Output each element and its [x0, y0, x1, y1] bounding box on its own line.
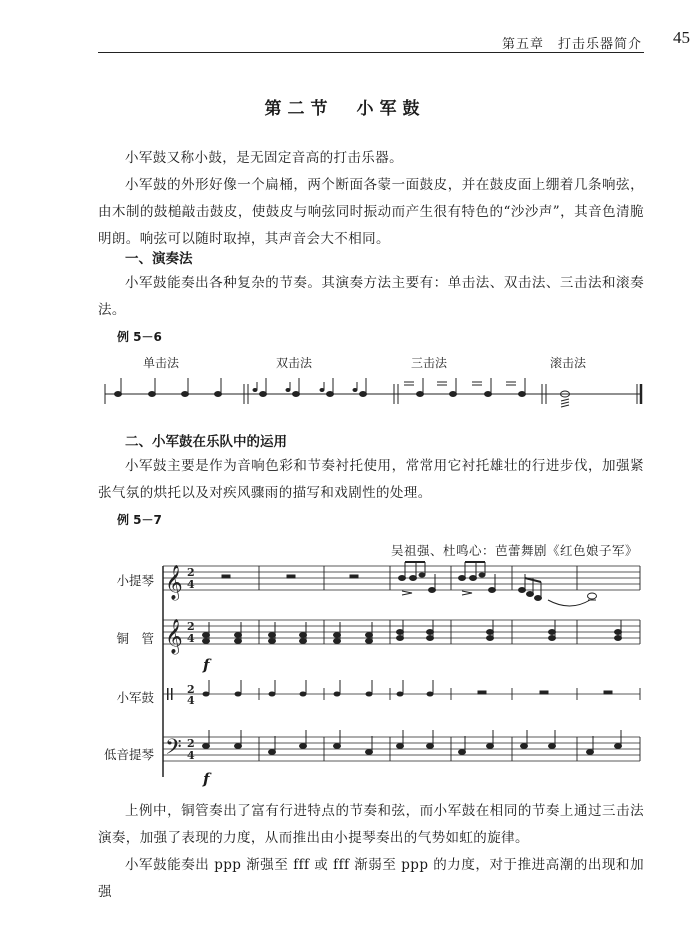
note — [489, 588, 496, 593]
note — [450, 392, 457, 397]
instrument-label-snare: 小军鼓 — [116, 690, 154, 705]
grace-note — [320, 389, 324, 392]
half-rest — [478, 691, 486, 694]
paragraph-2: 小军鼓的外形好像一个扁桶，两个断面各蒙一面鼓皮，并在鼓皮面上绷着几条响弦，由木制的鼓槌敲击鼓皮，使鼓皮与响弦同时振动而产生很有特色的“沙沙声”，其音色清脆明朗。响弦可以随时取掉，其声音会大不相同。 — [98, 177, 644, 247]
note — [182, 392, 189, 397]
note — [527, 592, 534, 597]
note — [149, 392, 156, 397]
half-rest — [540, 691, 548, 694]
note — [479, 573, 485, 577]
svg-text:4: 4 — [187, 749, 195, 762]
note — [535, 596, 542, 601]
roll-note — [561, 391, 570, 407]
half-rest — [350, 575, 358, 578]
svg-text:2: 2 — [187, 737, 195, 750]
double-bass-notes — [203, 730, 622, 755]
note — [417, 392, 424, 397]
svg-text:2: 2 — [187, 566, 195, 579]
barlines — [259, 566, 640, 761]
note — [459, 576, 466, 581]
time-signatures — [187, 566, 195, 762]
note — [399, 576, 406, 581]
paragraph-5: 上例中，铜管奏出了富有行进特点的节奏和弦，而小军鼓在相同的节奏上通过三击法演奏，加强了表现的力度，从而推出由小提琴奏出的气势如虹的旋律。 — [98, 803, 644, 846]
note — [470, 576, 477, 581]
instrument-label-brass: 铜 管 — [116, 631, 154, 646]
score-caption: 吴祖强、杜鸣心：芭蕾舞剧《红色娘子军》 — [390, 543, 638, 558]
paragraph-3: 小军鼓能奏出各种复杂的节奏。其演奏方法主要有：单击法、双击法、三击法和滚奏法。 — [98, 275, 644, 318]
note — [360, 392, 367, 397]
dynamic-forte-bass: f — [203, 770, 210, 788]
technique-label-triple: 三击法 — [411, 356, 448, 370]
note — [519, 392, 526, 397]
example-5-6-label: 例 5－6 — [117, 330, 162, 344]
note — [419, 573, 425, 577]
instrument-label-double-bass: 低音提琴 — [103, 747, 154, 762]
note — [519, 588, 526, 593]
technique-label-roll: 滚击法 — [550, 356, 587, 370]
paragraph-1: 小军鼓又称小鼓，是无固定音高的打击乐器。 — [125, 150, 403, 166]
technique-label-single: 单击法 — [143, 356, 180, 370]
svg-text:2: 2 — [187, 620, 195, 633]
treble-clef-icon: 𝄞 — [165, 565, 183, 600]
example-5-7-label: 例 5－7 — [117, 513, 162, 527]
grace-note — [286, 389, 290, 392]
svg-text:2: 2 — [187, 683, 195, 696]
grace-note — [253, 389, 257, 392]
note — [115, 392, 122, 397]
half-rest — [222, 575, 230, 578]
svg-text:4: 4 — [187, 578, 195, 591]
note — [429, 588, 436, 593]
page-number: 45 — [673, 28, 690, 47]
note — [293, 392, 300, 397]
double-bass-staff — [163, 737, 640, 761]
grace-note — [353, 389, 357, 392]
note — [588, 593, 597, 599]
paragraph-4: 小军鼓主要是作为音响色彩和节奏衬托使用，常常用它衬托雄壮的行进步伐，加强紧张气氛的烘托以及对疾风骤雨的描写和戏剧性的处理。 — [98, 458, 644, 501]
note — [260, 392, 267, 397]
svg-text:4: 4 — [187, 694, 195, 707]
section-title: 第二节 小军鼓 — [264, 99, 426, 119]
treble-clef-icon: 𝄞 — [165, 619, 183, 654]
clefs — [165, 565, 183, 765]
note — [410, 576, 417, 581]
note — [327, 392, 334, 397]
percussion-clef-icon — [171, 688, 173, 700]
note — [485, 392, 492, 397]
half-rest — [287, 575, 295, 578]
instrument-label-violin: 小提琴 — [116, 573, 154, 588]
heading-playing-methods: 一、演奏法 — [125, 251, 193, 267]
bass-clef-icon: 𝄢 — [165, 735, 182, 765]
half-rest — [604, 691, 612, 694]
technique-label-double: 双击法 — [276, 356, 313, 370]
running-header-chapter: 第五章 打击乐器简介 — [501, 37, 642, 52]
heading-orchestral-use: 二、小军鼓在乐队中的运用 — [125, 434, 287, 450]
dynamic-forte-brass: f — [203, 656, 210, 674]
note — [215, 392, 222, 397]
paragraph-6: 小军鼓能奏出 ppp 渐强至 fff 或 fff 渐弱至 ppp 的力度，对于推进高潮的出现和加强 — [98, 857, 644, 900]
svg-text:4: 4 — [187, 632, 195, 645]
percussion-clef-icon — [167, 688, 169, 700]
